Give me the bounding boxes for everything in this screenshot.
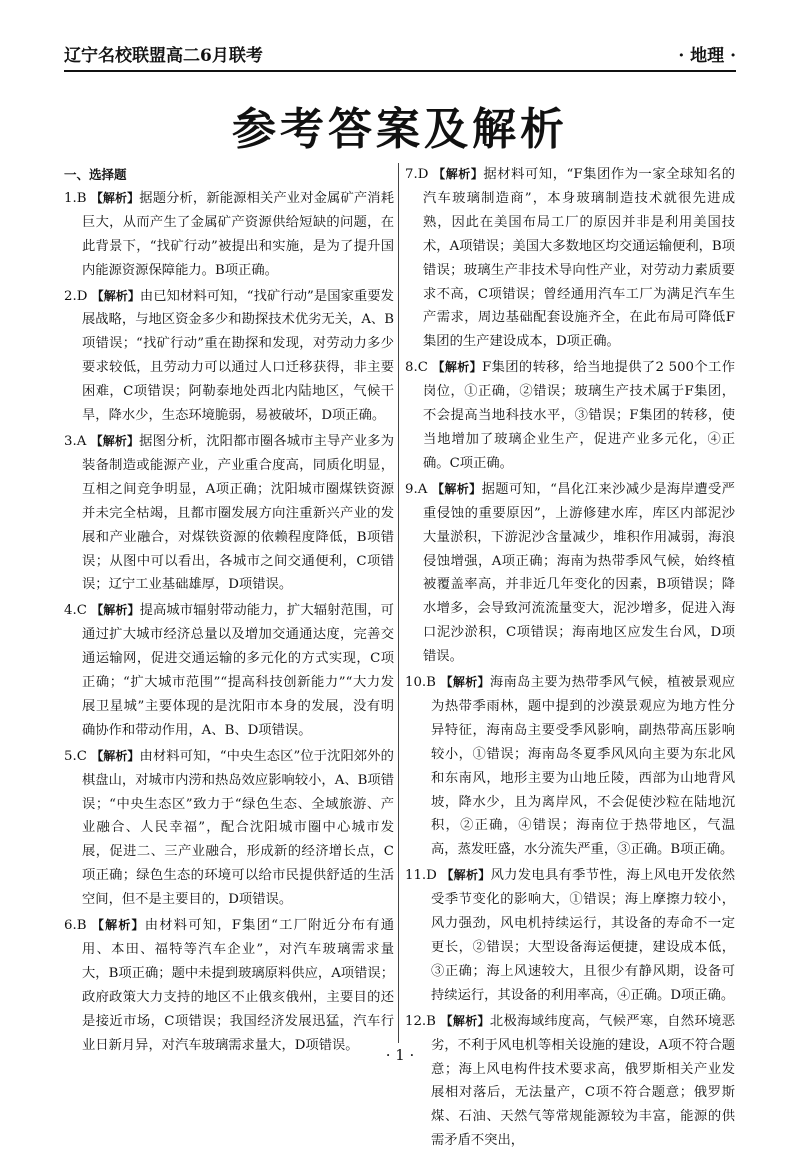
- analysis-tag: 【解析】: [441, 868, 491, 883]
- analysis-tag: 【解析】: [91, 288, 140, 303]
- section-title: 一、选择题: [64, 167, 127, 182]
- page-header: [64, 40, 736, 66]
- analysis-text: 提高城市辐射带动能力，扩大辐射范围，可通过扩大城市经济总量以及增加交通通达度，完善交通运输网，促进交通运输的多元化的方式实现，C项正确；“扩大城市范围”“提高科技创新能力”“大力发展卫星城”主要体现的是沈阳市本身的发展，没有明确协作和带动作用，A、B、D项错误。: [82, 603, 394, 738]
- analysis-tag: 【解析】: [432, 360, 482, 375]
- column-divider: [398, 163, 399, 1043]
- analysis-text: 据题可知，“昌化江来沙减少是海岸遭受严重侵蚀的重要原因”，上游修建水库，库区内部泥沙大量淤积，下游泥沙含量减少，堆积作用减弱，海浪侵蚀增强，A项正确；海南为热带季风气候，始终植被覆盖率高，并非近几年变化的因素，B项错误；降水增多，会导致河流流量变大，泥沙增多，促进入海口泥沙淤积，C项错误；海南地区应发生台风，D项错误。: [423, 481, 735, 665]
- question-1: 1.B 【解析】据题分析，新能源相关产业对金属矿产消耗巨大，从而产生了金属矿产资源供给短缺的问题，在此背景下，“找矿行动”被提出和实施，是为了提升国内能源资源保障能力。B项正确。: [64, 190, 394, 278]
- analysis-tag: 【解析】: [91, 918, 145, 933]
- analysis-tag: 【解析】: [431, 481, 482, 496]
- analysis-tag: 【解析】: [440, 675, 490, 690]
- question-4: 4.C 【解析】提高城市辐射带动能力，扩大辐射范围，可通过扩大城市经济总量以及增加交通通达度，完善交通运输网，促进交通运输的多元化的方式实现，C项正确；“扩大城市范围”“提高科技创新能力”“大力发展卫星城”主要体现的是沈阳市本身的发展，没有明确协作和带动作用，A、B、D项错误。: [64, 603, 394, 738]
- analysis-text: 由材料可知，“中央生态区”位于沈阳郊外的棋盘山，对城市内涝和热岛效应影响较小，A、B项错误；“中央生态区”致力于“绿色生态、全域旅游、产业融合、人民幸福”，配合沈阳城市圈中心城市发展，促进二、三产业融合，形成新的经济增长点，C项正确；绿色生态的环境可以给市民提供舒适的生活空间，但不是主要目的，D项错误。: [82, 748, 394, 908]
- analysis-tag: 【解析】: [90, 433, 140, 448]
- question-8: 8.C 【解析】F集团的转移，给当地提供了2 500个工作岗位，①正确，②错误；玻璃生产技术属于F集团，不会提高当地科技水平，③错误；F集团的转移，使当地增加了玻璃企业生产，促进产业多元化，④正确。C项正确。: [405, 360, 735, 471]
- question-12: 12.B 【解析】北极海域纬度高，气候严寒，自然环境恶劣，不利于风电机等相关设施的建设，A项不符合题意；海上风电构件技术要求高，俄罗斯相关产业发展相对落后，无法量产，C项不符合题意；俄罗斯煤、石油、天然气等常规能源较为丰富，能源的供需矛盾不突出，: [405, 1013, 735, 1149]
- analysis-tag: 【解析】: [91, 748, 140, 763]
- header-exam-name: 辽宁名校联盟高二6月联考: [64, 46, 263, 66]
- question-9: 9.A 【解析】据题可知，“昌化江来沙减少是海岸遭受严重侵蚀的重要原因”，上游修建水库，库区内部泥沙大量淤积，下游泥沙含量减少，堆积作用减弱，海浪侵蚀增强，A项正确；海南为热带季风气候，始终植被覆盖率高，并非近几年变化的因素，B项错误；降水增多，会导致河流流量变大，泥沙增多，促进入海口泥沙淤积，C项错误；海南地区应发生台风，D项错误。: [405, 481, 735, 665]
- left-column: [64, 163, 394, 1060]
- analysis-tag: 【解析】: [91, 603, 140, 618]
- question-3: 3.A 【解析】据图分析，沈阳都市圈各城市主导产业多为装备制造或能源产业，产业重合度高，同质化明显，互相之间竞争明显，A项正确；沈阳城市圈煤铁资源并未完全枯竭，且都市圈发展方向注重新兴产业的发展和产业融合，对煤铁资源的依赖程度降低，B项错误；从图中可以看出，各城市之间交通便利，C项错误；辽宁工业基础雄厚，D项错误。: [64, 433, 394, 593]
- page-number: · 1 ·: [385, 1046, 415, 1064]
- analysis-tag: 【解析】: [90, 190, 140, 205]
- analysis-tag: 【解析】: [440, 1013, 490, 1028]
- question-2: 2.D 【解析】由已知材料可知，“找矿行动”是国家重要发展战略，与地区资金多少和勘探技术优劣无关，A、B项错误；“找矿行动”重在勘探和发现，对劳动力多少要求较低，且劳动力可以通过人口迁移获得，非主要困难，C项错误；阿勒泰地处西北内陆地区，气候干旱，降水少，生态环境脆弱，易被破坏，D项正确。: [64, 288, 394, 424]
- analysis-text: 据题分析，新能源相关产业对金属矿产消耗巨大，从而产生了金属矿产资源供给短缺的问题，在此背景下，“找矿行动”被提出和实施，是为了提升国内能源资源保障能力。B项正确。: [82, 190, 394, 278]
- right-column: [405, 163, 735, 1155]
- page-title: 参考答案及解析: [232, 104, 568, 155]
- question-7: 7.D 【解析】据材料可知，“F集团作为一家全球知名的汽车玻璃制造商”，本身玻璃制造技术就很先进成熟，因此在美国布局工厂的原因并非是利用美国技术，A项错误；美国大多数地区均交通运输便利，B项错误；玻璃生产非技术导向性产业，对劳动力素质要求不高，C项错误；曾经通用汽车工厂为满足汽车生产需求，周边基础配套设施齐全，在此布局可降低F集团的生产建设成本，D项正确。: [405, 167, 735, 350]
- analysis-text: 由材料可知，F集团“工厂附近分布有通用、本田、福特等汽车企业”，对汽车玻璃需求量大，B项正确；题中未提到玻璃原料供应，A项错误；政府政策大力支持的地区不止俄亥俄州，主要目的还是接近市场，C项错误；我国经济发展迅猛，汽车行业日新月异，对汽车玻璃需求量大，D项错误。: [82, 918, 394, 1053]
- analysis-tag: 【解析】: [433, 167, 484, 181]
- analysis-text: 据图分析，沈阳都市圈各城市主导产业多为装备制造或能源产业，产业重合度高，同质化明显，互相之间竞争明显，A项正确；沈阳城市圈煤铁资源并未完全枯竭，且都市圈发展方向注重新兴产业的发展和产业融合，对煤铁资源的依赖程度降低，B项错误；从图中可以看出，各城市之间交通便利，C项错误；辽宁工业基础雄厚，D项错误。: [82, 433, 394, 593]
- question-10: 10.B 【解析】海南岛主要为热带季风气候，植被景观应为热带季雨林，题中提到的沙漠景观应为地方性分异特征，海南岛主要受季风影响，副热带高压影响较小，①错误；海南岛冬夏季风风向主要为东北风和东南风，地形主要为山地丘陵，西部为山地背风坡，降水少，且为离岸风，不会促使沙粒在陆地沉积，②正确，④错误；海南位于热带地区，气温高，蒸发旺盛，水分流失严重，③正确。B项正确。: [405, 675, 735, 858]
- header-subject: · 地理 ·: [678, 46, 736, 66]
- question-11: 11.D 【解析】风力发电具有季节性，海上风电开发依然受季节变化的影响大，①错误；海上摩擦力较小，风力强劲，风电机持续运行，其设备的寿命不一定更长，②错误；大型设备海运便捷，建设成本低，③正确；海上风速较大，且很少有静风期，设备可持续运行，其设备的利用率高，④正确。D项正确。: [405, 868, 735, 1003]
- analysis-text: 海南岛主要为热带季风气候，植被景观应为热带季雨林，题中提到的沙漠景观应为地方性分异特征，海南岛主要受季风影响，副热带高压影响较小，①错误；海南岛冬夏季风风向主要为东北风和东南风，地形主要为山地丘陵，西部为山地背风坡，降水少，且为离岸风，不会促使沙粒在陆地沉积，②正确，④错误；海南位于热带地区，气温高，蒸发旺盛，水分流失严重，③正确。B项正确。: [431, 675, 735, 858]
- analysis-text: F集团的转移，给当地提供了2 500个工作岗位，①正确，②错误；玻璃生产技术属于F集团，不会提高当地科技水平，③错误；F集团的转移，使当地增加了玻璃企业生产，促进产业多元化，④正确。C项正确。: [423, 360, 735, 471]
- analysis-text: 风力发电具有季节性，海上风电开发依然受季节变化的影响大，①错误；海上摩擦力较小，风力强劲，风电机持续运行，其设备的寿命不一定更长，②错误；大型设备海运便捷，建设成本低，③正确；海上风速较大，且很少有静风期，设备可持续运行，其设备的利用率高，④正确。D项正确。: [431, 868, 735, 1003]
- analysis-text: 北极海域纬度高，气候严寒，自然环境恶劣，不利于风电机等相关设施的建设，A项不符合题意；海上风电构件技术要求高，俄罗斯相关产业发展相对落后，无法量产，C项不符合题意；俄罗斯煤、石油、天然气等常规能源较为丰富，能源的供需矛盾不突出，: [431, 1013, 735, 1149]
- analysis-text: 据材料可知，“F集团作为一家全球知名的汽车玻璃制造商”，本身玻璃制造技术就很先进成熟，因此在美国布局工厂的原因并非是利用美国技术，A项错误；美国大多数地区均交通运输便利，B项错误；玻璃生产非技术导向性产业，对劳动力素质要求不高，C项错误；曾经通用汽车工厂为满足汽车生产需求，周边基础配套设施齐全，在此布局可降低F集团的生产建设成本，D项正确。: [423, 167, 735, 350]
- question-5: 5.C 【解析】由材料可知，“中央生态区”位于沈阳郊外的棋盘山，对城市内涝和热岛效应影响较小，A、B项错误；“中央生态区”致力于“绿色生态、全域旅游、产业融合、人民幸福”，配合沈阳城市圈中心城市发展，促进二、三产业融合，形成新的经济增长点，C项正确；绿色生态的环境可以给市民提供舒适的生活空间，但不是主要目的，D项错误。: [64, 748, 394, 908]
- header-rule: [64, 70, 736, 72]
- question-6: 6.B 【解析】由材料可知，F集团“工厂附近分布有通用、本田、福特等汽车企业”，对汽车玻璃需求量大，B项正确；题中未提到玻璃原料供应，A项错误；政府政策大力支持的地区不止俄亥俄州，主要目的还是接近市场，C项错误；我国经济发展迅猛，汽车行业日新月异，对汽车玻璃需求量大，D项错误。: [64, 918, 394, 1053]
- analysis-text: 由已知材料可知，“找矿行动”是国家重要发展战略，与地区资金多少和勘探技术优劣无关，A、B项错误；“找矿行动”重在勘探和发现，对劳动力多少要求较低，且劳动力可以通过人口迁移获得，非主要困难，C项错误；阿勒泰地处西北内陆地区，气候干旱，降水少，生态环境脆弱，易被破坏，D项正确。: [82, 288, 394, 424]
